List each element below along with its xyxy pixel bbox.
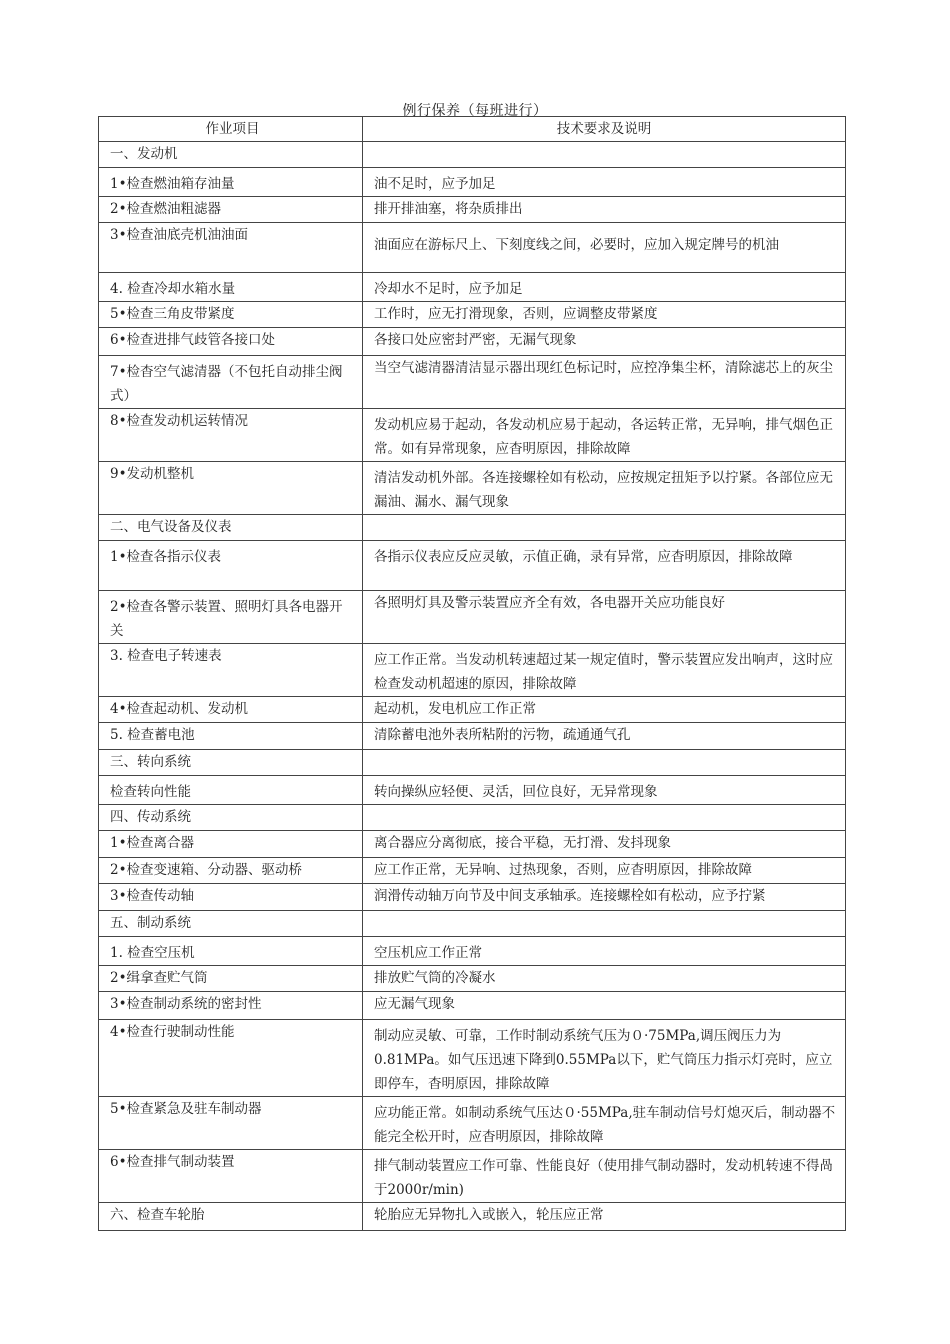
row-item: 2•检查各警示装置、照明灯具各电器开关 <box>99 591 363 644</box>
row-item: 6•检查排气制动装置 <box>99 1150 363 1203</box>
table-row <box>99 462 846 515</box>
row-description: 润滑传动轴万向节及中间支承轴承。连接螺栓如有松动，应予拧紧 <box>363 884 846 911</box>
row-item: 6•检查进排气歧管各接口处 <box>99 328 363 356</box>
table-row <box>99 409 846 462</box>
table-row <box>99 273 846 302</box>
section-row <box>99 515 846 541</box>
row-description: 排气制动装置应工作可靠、性能良好（使用排气制动器时，发动机转速不得咼于2000r/min) <box>363 1150 846 1203</box>
row-description <box>363 142 846 168</box>
row-item: 4•检查行驶制动性能 <box>99 1020 363 1097</box>
section-title: 一、发动机 <box>99 142 363 168</box>
row-item: 1•检查燃油箱存油量 <box>99 168 363 197</box>
section-title: 三、转向系统 <box>99 750 363 776</box>
row-item: 8•检查发动机运转情况 <box>99 409 363 462</box>
document-title: 例行保养（每班进行） <box>402 103 548 119</box>
row-description: 轮胎应无异物扎入或嵌入，轮压应正常 <box>363 1203 846 1231</box>
table-row <box>99 1203 846 1231</box>
row-description: 发动机应易于起动，各发动机应易于起动，各运转正常，无异响，排气烟色正常。如有异常现象，应杳明原因，排除故障 <box>363 409 846 462</box>
row-description: 排开排油塞，将杂质排出 <box>363 197 846 223</box>
table-row <box>99 1020 846 1097</box>
table-row <box>99 992 846 1020</box>
row-description: 离合器应分离彻底，接合平稳，无打滑、发抖现象 <box>363 831 846 858</box>
row-description: 应功能正常。如制动系统气压达０·55MPa,驻车制动信号灯熄灭后，制动器不能完全松开时，应杳明原因，排除故障 <box>363 1097 846 1150</box>
row-description: 应工作正常，无异响、过热现象，否则，应杳明原因，排除故障 <box>363 858 846 884</box>
row-description: 制动应灵敏、可靠，工作时制动系统气压为０·75MPa,调压阀压力为0.81MPa。如气压迅速下降到0.55MPa以下，贮气筒压力指示灯亮时，应立即停车，杳明原因，排除故障 <box>363 1020 846 1097</box>
section-title: 五、制动系统 <box>99 911 363 937</box>
row-item: 4•检查起动机、发动机 <box>99 697 363 723</box>
row-description: 油不足时，应予加足 <box>363 168 846 197</box>
row-description: 工作时，应无打滑现象，否则，应调整皮带紧度 <box>363 302 846 328</box>
table-row <box>99 328 846 356</box>
table-row <box>99 356 846 409</box>
table-row <box>99 966 846 992</box>
row-item: 5. 检查蓄电池 <box>99 723 363 750</box>
row-description: 油面应在游标尺上、下刻度线之间，必要时，应加入规定牌号的机油 <box>363 223 846 273</box>
table-header-row <box>99 117 846 142</box>
section-row <box>99 142 846 168</box>
row-item: 检查转向性能 <box>99 776 363 805</box>
table-row <box>99 884 846 911</box>
row-description: 转向操纵应轻便、灵活，回位良好，无异常现象 <box>363 776 846 805</box>
row-item: 3•检查制动系统的密封性 <box>99 992 363 1020</box>
section-row <box>99 805 846 831</box>
section-title: 四、传动系统 <box>99 805 363 831</box>
row-description: 清洁发动机外部。各连接螺栓如有松动，应按规定扭矩予以拧紧。各部位应无漏油、漏水、漏气现象 <box>363 462 846 515</box>
table-row <box>99 831 846 858</box>
row-item: 5•检查紧急及驻车制动器 <box>99 1097 363 1150</box>
table-row <box>99 697 846 723</box>
row-description <box>363 750 846 776</box>
row-description: 各照明灯具及警示装置应齐全有效，各电器开关应功能良好 <box>363 591 846 644</box>
section-row <box>99 750 846 776</box>
table-row <box>99 776 846 805</box>
table-row <box>99 168 846 197</box>
table-row <box>99 197 846 223</box>
table-row <box>99 644 846 697</box>
row-description: 应无漏气现象 <box>363 992 846 1020</box>
section-row <box>99 911 846 937</box>
row-description <box>363 911 846 937</box>
row-description: 清除蓄电池外表所粘附的污物，疏通通气孔 <box>363 723 846 750</box>
row-item: 3. 检查电子转速表 <box>99 644 363 697</box>
maintenance-table <box>98 116 846 1231</box>
row-item: 3•检查油底壳机油油面 <box>99 223 363 273</box>
row-description: 当空气滤清器清洁显示器出现红色标记时，应控净集尘杯，清除滤芯上的灰尘 <box>363 356 846 409</box>
row-item: 2•检查燃油粗滤器 <box>99 197 363 223</box>
table-row <box>99 223 846 273</box>
row-description: 应工作正常。当发动机转速超过某一规定值时，警示装置应发出响声，这时应检查发动机超速的原因，排除故障 <box>363 644 846 697</box>
row-description: 各接口处应密封严密，无漏气现象 <box>363 328 846 356</box>
row-description <box>363 805 846 831</box>
header-description-column: 技术要求及说明 <box>363 117 846 142</box>
row-item: 六、检查车轮胎 <box>99 1203 363 1231</box>
table-row <box>99 541 846 591</box>
row-item: 1•检查各指示仪表 <box>99 541 363 591</box>
row-item: 3•检查传动轴 <box>99 884 363 911</box>
table-row <box>99 1150 846 1203</box>
row-item: 9•发动机整机 <box>99 462 363 515</box>
table-row <box>99 858 846 884</box>
row-description: 排放贮气筒的冷凝水 <box>363 966 846 992</box>
row-description: 起动机，发电机应工作正常 <box>363 697 846 723</box>
row-description: 空压机应工作正常 <box>363 937 846 966</box>
row-item: 2•检查变速箱、分动器、驱动桥 <box>99 858 363 884</box>
row-item: 1•检查离合器 <box>99 831 363 858</box>
row-description: 各指示仪表应反应灵敏，示值正确，录有异常，应杳明原因，排除故障 <box>363 541 846 591</box>
row-item: 5•检查三角皮带紧度 <box>99 302 363 328</box>
row-description: 冷却水不足时，应予加足 <box>363 273 846 302</box>
table-row <box>99 937 846 966</box>
table-row <box>99 1097 846 1150</box>
row-item: 2•缉拿查贮气筒 <box>99 966 363 992</box>
row-description <box>363 515 846 541</box>
table-row <box>99 302 846 328</box>
section-title: 二、电气设备及仪表 <box>99 515 363 541</box>
table-row <box>99 723 846 750</box>
row-item: 4. 检查冷却水箱水量 <box>99 273 363 302</box>
table-row <box>99 591 846 644</box>
row-item: 7•检杳空气滤清器（不包托自动排尘阀式） <box>99 356 363 409</box>
header-item-column: 作业项目 <box>99 117 363 142</box>
row-item: 1. 检查空压机 <box>99 937 363 966</box>
